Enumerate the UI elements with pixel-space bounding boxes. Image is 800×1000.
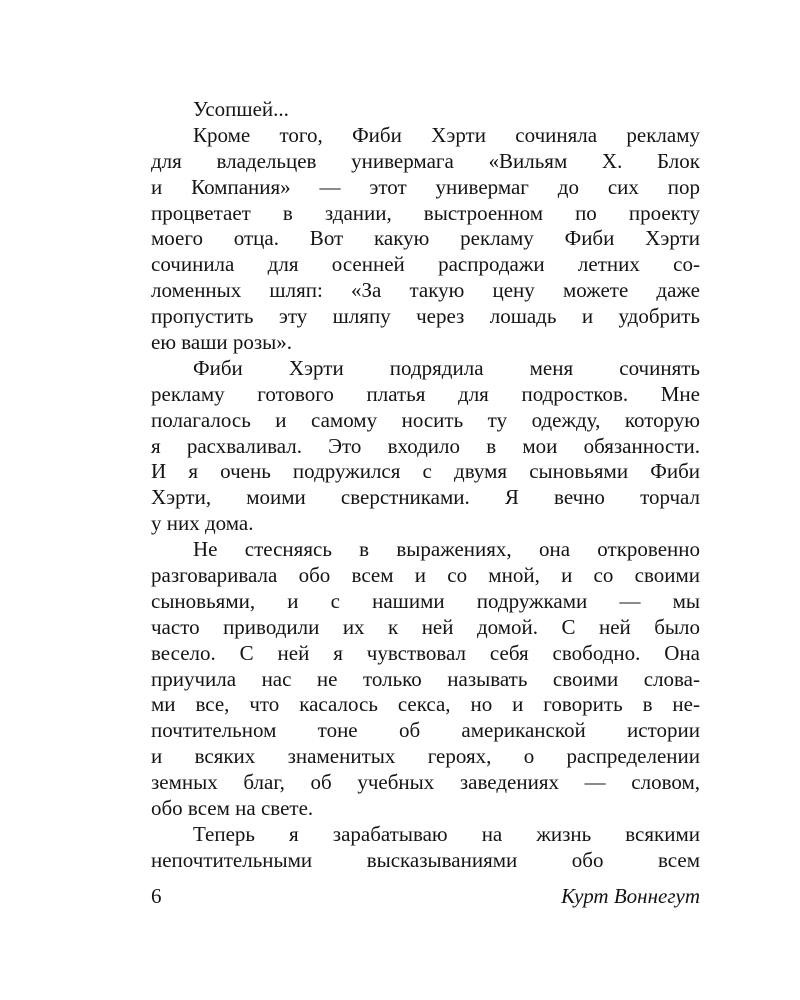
text-line: Кроме того, Фиби Хэрти сочиняла рекламу	[193, 122, 700, 147]
text-line: разговаривала обо всем и со мной, и со своими	[151, 563, 700, 588]
text-line: обо всем на свете.	[151, 796, 314, 821]
text-line: Усопшей...	[193, 97, 289, 121]
text-line: непочтительными высказываниями обо всем	[151, 847, 700, 872]
body-text	[151, 97, 700, 874]
text-line: ми все, что касалось секса, но и говорить в не-	[151, 692, 700, 717]
page-number: 6	[151, 884, 162, 908]
text-line: рекламу готового платья для подростков. Мне	[151, 381, 700, 406]
text-line: ломенных шляп: «За такую цену можете даже	[151, 278, 700, 303]
text-line: я расхваливал. Это входило в мои обязанности.	[151, 433, 700, 458]
text-line: почтительном тоне об американской истории	[151, 718, 700, 743]
text-line: пропустить эту шляпу через лошадь и удобрить	[151, 304, 700, 329]
text-line: моего отца. Вот какую рекламу Фиби Хэрти	[151, 226, 700, 251]
text-line: ею ваши розы».	[151, 330, 293, 355]
text-line: Не стесняясь в выражениях, она откровенно	[193, 537, 700, 562]
text-line: Фиби Хэрти подрядила меня сочинять	[193, 355, 700, 380]
text-line: полагалось и самому носить ту одежду, которую	[151, 407, 700, 432]
running-title: Курт Воннегут	[561, 884, 700, 908]
page-footer	[151, 884, 700, 912]
text-line: процветает в здании, выстроенном по проекту	[151, 200, 700, 225]
text-line: земных благ, об учебных заведениях — словом,	[151, 770, 700, 795]
text-line: И я очень подружился с двумя сыновьями Фиби	[151, 459, 700, 484]
text-line: часто приводили их к ней домой. С ней было	[151, 614, 700, 639]
text-line: весело. С ней я чувствовал себя свободно. Она	[151, 640, 700, 665]
text-line: сочинила для осенней распродажи летних со-	[151, 252, 700, 277]
text-line: для владельцев универмага «Вильям Х. Блок	[151, 148, 700, 173]
text-line: и Компания» — этот универмаг до сих пор	[151, 174, 700, 199]
text-line: Теперь я зарабатываю на жизнь всякими	[193, 821, 700, 846]
text-line: сыновьями, и с нашими подружками — мы	[151, 588, 700, 613]
text-line: приучила нас не только называть своими слова-	[151, 666, 700, 691]
text-line: и всяких знаменитых героях, о распределении	[151, 744, 700, 769]
text-line: у них дома.	[151, 511, 254, 536]
text-line: Хэрти, моими сверстниками. Я вечно торчал	[151, 485, 700, 510]
